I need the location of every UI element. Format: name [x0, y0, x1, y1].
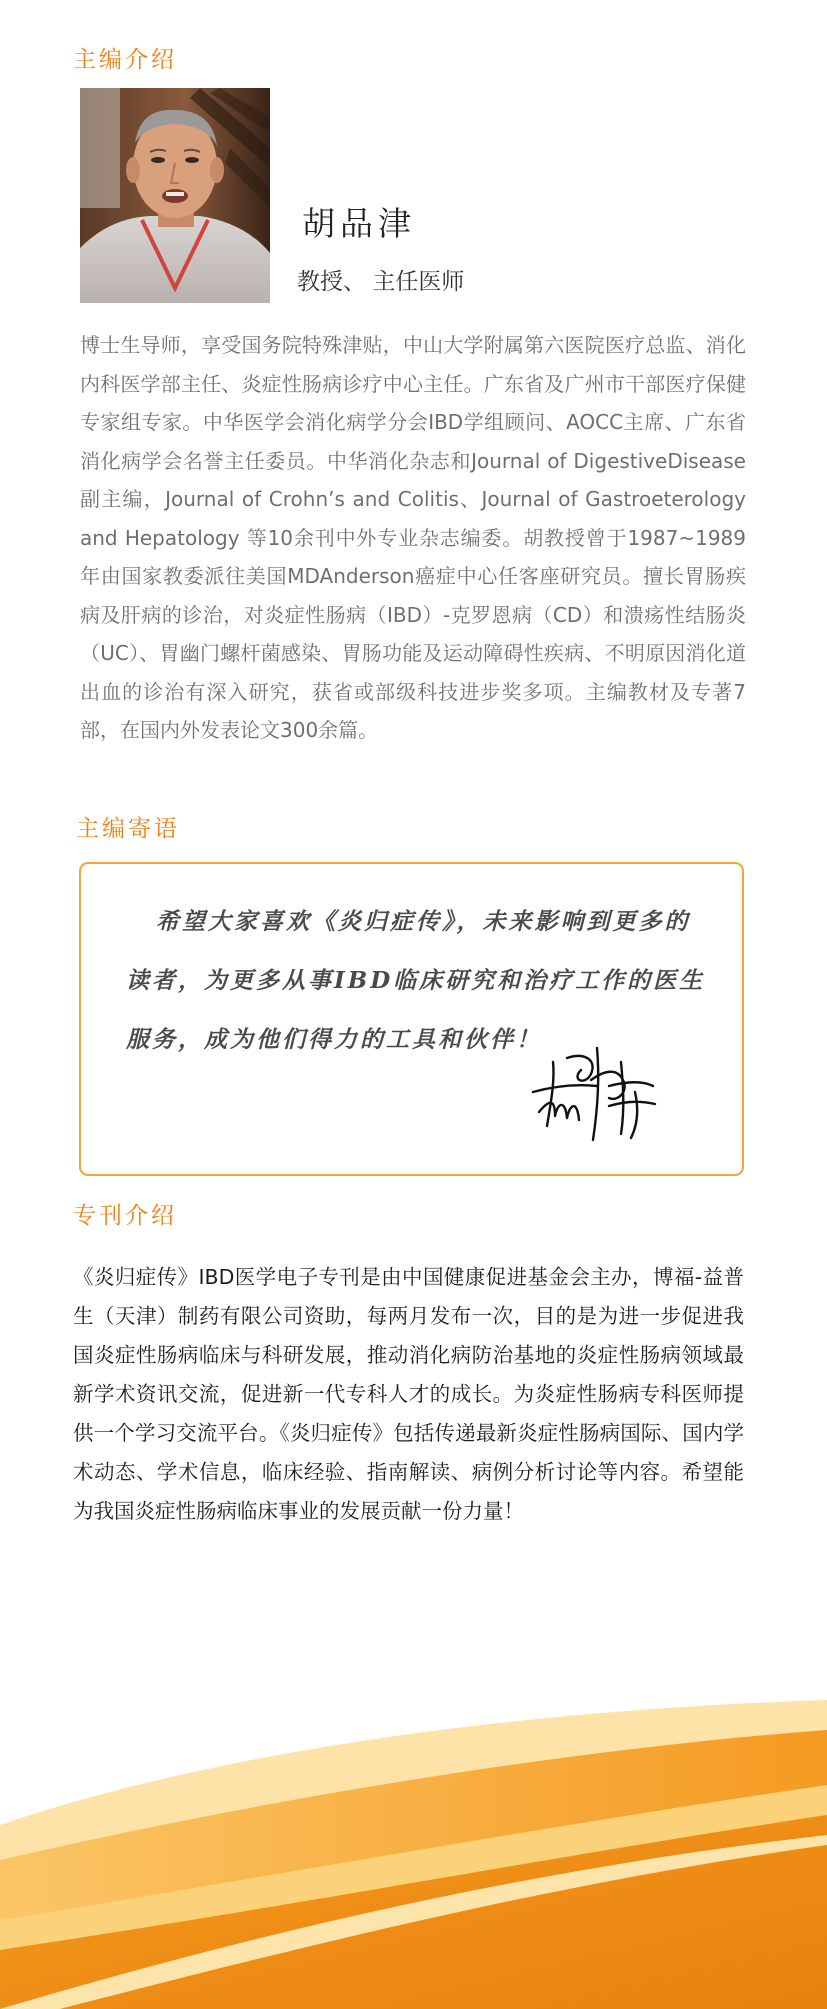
- journal-intro-heading: 专刊介绍: [73, 1203, 177, 1229]
- editor-name: 胡品津: [302, 204, 416, 243]
- bottom-decorative-wave: [0, 1690, 827, 2009]
- editor-message-heading: 主编寄语: [76, 816, 180, 842]
- editor-bio: 博士生导师，享受国务院特殊津贴，中山大学附属第六医院医疗总监、消化内科医学部主任、炎症性肠病诊疗中心主任。广东省及广州市干部医疗保健专家组专家。中华医学会消化病学分会IBD学组顾问、AOCC主席、广东省消化病学会名誉主任委员。中华消化杂志和Journal of DigestiveDisease副主编，Journal of Crohn’s and Colitis、Journal of Gastroeterology and Hepatology 等10余刊中外专业杂志编委。胡教授曾于1987~1989年由国家教委派往美国MDAnderson癌症中心任客座研究员。擅长胃肠疾病及肝病的诊治，对炎症性肠病（IBD）-克罗恩病（CD）和溃疡性结肠炎（UC）、胃幽门螺杆菌感染、胃肠功能及运动障碍性疾病、不明原因消化道出血的诊治有深入研究，获省或部级科技进步奖多项。主编教材及专著7部，在国内外发表论文300余篇。: [80, 333, 746, 742]
- editor-message-box: [79, 862, 744, 1176]
- editor-message-text: 希望大家喜欢《炎归症传》，未来影响到更多的读者，为更多从事IBD临床研究和治疗工作的医生服务，成为他们得力的工具和伙伴！: [126, 908, 706, 1053]
- editor-photo: [80, 88, 270, 303]
- journal-intro-text: 《炎归症传》IBD医学电子专刊是由中国健康促进基金会主办，博福-益普生（天津）制药有限公司资助，每两月发布一次，目的是为进一步促进我国炎症性肠病临床与科研发展，推动消化病防治基地的炎症性肠病领域最新学术资讯交流，促进新一代专科人才的成长。为炎症性肠病专科医师提供一个学习交流平台。《炎归症传》包括传递最新炎症性肠病国际、国内学术动态、学术信息，临床经验、指南解读、病例分析讨论等内容。希望能为我国炎症性肠病临床事业的发展贡献一份力量！: [73, 1265, 744, 1523]
- editor-position: 教授、 主任医师: [297, 268, 465, 294]
- editor-signature: [525, 1040, 675, 1150]
- editor-intro-heading: 主编介绍: [73, 47, 177, 73]
